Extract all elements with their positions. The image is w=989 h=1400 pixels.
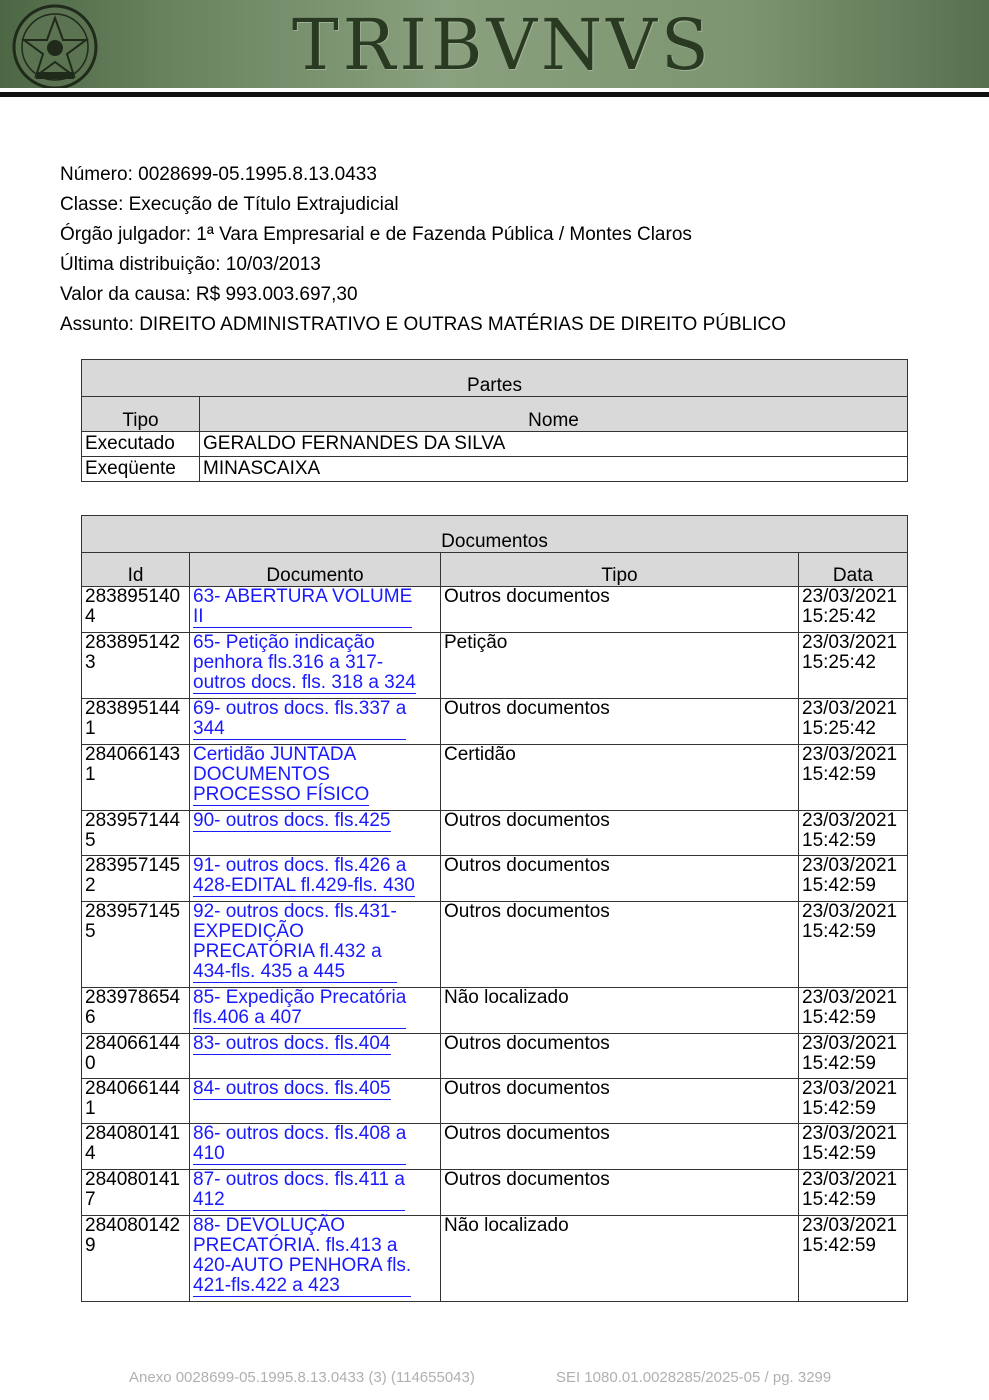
doc-date-line: 23/03/2021 (802, 1215, 898, 1236)
doc-name-cell (190, 633, 441, 699)
doc-name-cell (190, 1034, 441, 1079)
doc-id-line: 284080141 (85, 1123, 181, 1144)
doc-id-cell (82, 699, 190, 745)
doc-date-line: 15:42:59 (802, 875, 876, 896)
process-court: Órgão julgador: 1ª Vara Empresarial e de Fazenda Pública / Montes Claros (60, 224, 692, 245)
doc-id-cell (82, 902, 190, 988)
doc-name-cell (190, 1170, 441, 1216)
doc-id-cell (82, 1170, 190, 1216)
doc-link-line: Certidão JUNTADA (193, 744, 357, 765)
doc-link-line: 92- outros docs. fls.431- (193, 901, 397, 922)
doc-name-cell (190, 902, 441, 988)
doc-date-line: 15:42:59 (802, 764, 876, 785)
doc-type: Não localizado (441, 988, 799, 1034)
doc-id-line: 7 (85, 1189, 96, 1210)
doc-link-line: 344 (193, 718, 225, 739)
doc-link-line: penhora fls.316 a 317- (193, 652, 384, 673)
party-name: GERALDO FERNANDES DA SILVA (200, 432, 908, 457)
doc-date-line: 15:42:59 (802, 1189, 876, 1210)
doc-link-line: 410 (193, 1143, 225, 1164)
doc-type: Outros documentos (441, 587, 799, 633)
doc-link-line: 90- outros docs. fls.425 (193, 810, 391, 831)
doc-link-line: PROCESSO FÍSICO (193, 784, 370, 805)
doc-link-line: II (193, 606, 204, 627)
parties-caption: Partes (82, 360, 908, 397)
doc-date-line: 15:42:59 (802, 1235, 876, 1256)
doc-type: Outros documentos (441, 1079, 799, 1124)
table-row (82, 745, 908, 811)
doc-name-cell (190, 699, 441, 745)
doc-id-line: 284066143 (85, 744, 181, 765)
doc-id-line: 283957145 (85, 855, 181, 876)
doc-id-line: 283957144 (85, 810, 181, 831)
doc-date-cell (799, 1170, 908, 1216)
doc-date-cell (799, 1216, 908, 1302)
document-link[interactable] (193, 988, 406, 1029)
table-row (82, 587, 908, 633)
doc-date-cell (799, 1079, 908, 1124)
doc-name-cell (190, 1216, 441, 1302)
document-link[interactable] (193, 1124, 406, 1165)
doc-link-line: 69- outros docs. fls.337 a (193, 698, 407, 719)
doc-id-cell (82, 1079, 190, 1124)
doc-date-line: 23/03/2021 (802, 632, 898, 653)
doc-link-line: 63- ABERTURA VOLUME (193, 586, 413, 607)
doc-link-line: 83- outros docs. fls.404 (193, 1033, 391, 1054)
footer-sei: SEI 1080.01.0028285/2025-05 / pg. 3299 (556, 1369, 832, 1386)
table-row (82, 633, 908, 699)
table-row (82, 1034, 908, 1079)
doc-link-line: PRECATÓRIA fl.432 a (193, 941, 382, 962)
document-link[interactable] (193, 811, 391, 832)
table-row (82, 811, 908, 856)
table-row (82, 432, 908, 457)
doc-id-line: 283895140 (85, 586, 181, 607)
doc-id-cell (82, 811, 190, 856)
doc-link-line: 85- Expedição Precatória (193, 987, 407, 1008)
doc-date-line: 15:42:59 (802, 830, 876, 851)
doc-link-line: EXPEDIÇÃO (193, 921, 304, 942)
table-row (82, 1170, 908, 1216)
doc-link-line: 88- DEVOLUÇÃO (193, 1215, 346, 1236)
doc-type: Outros documentos (441, 811, 799, 856)
doc-id-line: 283895142 (85, 632, 181, 653)
document-link[interactable] (193, 633, 416, 694)
footer-annex: Anexo 0028699-05.1995.8.13.0433 (3) (114655043) (129, 1369, 475, 1386)
doc-type: Outros documentos (441, 1034, 799, 1079)
doc-id-cell (82, 1124, 190, 1170)
doc-date-cell (799, 856, 908, 902)
document-link[interactable] (193, 587, 412, 628)
doc-id-line: 284080142 (85, 1215, 181, 1236)
doc-link-line: PRECATÓRIA. fls.413 a (193, 1235, 398, 1256)
doc-link-line: 420-AUTO PENHORA fls. (193, 1255, 412, 1276)
doc-name-cell (190, 1079, 441, 1124)
doc-id-cell (82, 856, 190, 902)
process-class: Classe: Execução de Título Extrajudicial (60, 194, 399, 215)
doc-id-line: 4 (85, 1143, 96, 1164)
doc-date-cell (799, 1124, 908, 1170)
documents-col-document: Documento (190, 553, 441, 587)
parties-table (81, 359, 908, 482)
document-link[interactable] (193, 1216, 411, 1297)
party-type: Exeqüente (82, 457, 200, 482)
doc-id-line: 0 (85, 1053, 96, 1074)
doc-link-line: 428-EDITAL fl.429-fls. 430 (193, 875, 415, 896)
doc-date-cell (799, 902, 908, 988)
doc-id-line: 1 (85, 1098, 96, 1119)
documents-caption: Documentos (82, 516, 908, 553)
doc-link-line: 412 (193, 1189, 225, 1210)
doc-link-line: outros docs. fls. 318 a 324 (193, 672, 416, 693)
doc-date-line: 15:42:59 (802, 1143, 876, 1164)
tribunus-logo: TRIBVNVS (292, 4, 713, 86)
documents-col-id: Id (82, 553, 190, 587)
doc-date-cell (799, 587, 908, 633)
doc-date-cell (799, 699, 908, 745)
doc-name-cell (190, 1124, 441, 1170)
table-row (82, 988, 908, 1034)
doc-link-line: 86- outros docs. fls.408 a (193, 1123, 407, 1144)
table-row (82, 457, 908, 482)
doc-date-line: 15:25:42 (802, 718, 876, 739)
doc-date-line: 23/03/2021 (802, 901, 898, 922)
doc-date-line: 15:42:59 (802, 1007, 876, 1028)
doc-id-line: 6 (85, 1007, 96, 1028)
process-metadata (60, 160, 786, 340)
doc-type: Petição (441, 633, 799, 699)
process-number: Número: 0028699-05.1995.8.13.0433 (60, 164, 377, 185)
table-row (82, 1216, 908, 1302)
doc-date-line: 15:42:59 (802, 1053, 876, 1074)
doc-name-cell (190, 856, 441, 902)
doc-type: Não localizado (441, 1216, 799, 1302)
document-link[interactable] (193, 902, 397, 983)
doc-date-line: 23/03/2021 (802, 987, 898, 1008)
doc-name-cell (190, 811, 441, 856)
doc-id-cell (82, 633, 190, 699)
doc-link-line: 434-fls. 435 a 445 (193, 961, 346, 982)
process-distribution: Última distribuição: 10/03/2013 (60, 254, 321, 275)
doc-id-line: 2 (85, 875, 96, 896)
doc-id-line: 4 (85, 606, 96, 627)
doc-id-line: 284066144 (85, 1078, 181, 1099)
doc-id-cell (82, 745, 190, 811)
doc-id-line: 1 (85, 718, 96, 739)
documents-col-date: Data (799, 553, 908, 587)
document-link[interactable] (193, 856, 415, 897)
doc-id-cell (82, 988, 190, 1034)
doc-date-line: 23/03/2021 (802, 1033, 898, 1054)
documents-col-type: Tipo (441, 553, 799, 587)
doc-type: Outros documentos (441, 1124, 799, 1170)
doc-type: Outros documentos (441, 902, 799, 988)
doc-id-line: 5 (85, 921, 96, 942)
doc-id-line: 3 (85, 652, 96, 673)
doc-id-cell (82, 587, 190, 633)
doc-date-line: 23/03/2021 (802, 744, 898, 765)
document-link[interactable] (193, 1079, 391, 1100)
doc-link-line: fls.406 a 407 (193, 1007, 302, 1028)
parties-col-name: Nome (200, 397, 908, 432)
doc-id-cell (82, 1034, 190, 1079)
doc-date-cell (799, 745, 908, 811)
party-type: Executado (82, 432, 200, 457)
table-row (82, 699, 908, 745)
doc-name-cell (190, 745, 441, 811)
doc-link-line: 87- outros docs. fls.411 a (193, 1169, 405, 1190)
document-link[interactable] (193, 1034, 391, 1055)
doc-date-cell (799, 1034, 908, 1079)
doc-date-line: 23/03/2021 (802, 586, 898, 607)
doc-date-cell (799, 811, 908, 856)
doc-date-line: 15:42:59 (802, 1098, 876, 1119)
doc-date-cell (799, 988, 908, 1034)
doc-date-line: 23/03/2021 (802, 698, 898, 719)
doc-name-cell (190, 988, 441, 1034)
doc-type: Certidão (441, 745, 799, 811)
doc-id-line: 284080141 (85, 1169, 181, 1190)
doc-date-line: 23/03/2021 (802, 1078, 898, 1099)
doc-link-line: 91- outros docs. fls.426 a (193, 855, 407, 876)
doc-id-line: 9 (85, 1235, 96, 1256)
doc-link-line: 421-fls.422 a 423 (193, 1275, 340, 1296)
doc-date-line: 15:25:42 (802, 652, 876, 673)
doc-id-line: 284066144 (85, 1033, 181, 1054)
documents-table (81, 515, 908, 1302)
document-link[interactable] (193, 699, 406, 740)
state-seal-icon (12, 4, 98, 90)
doc-type: Outros documentos (441, 1170, 799, 1216)
doc-date-line: 23/03/2021 (802, 810, 898, 831)
header-banner (0, 0, 989, 88)
document-link[interactable] (193, 745, 369, 806)
table-row (82, 1079, 908, 1124)
table-row (82, 1124, 908, 1170)
doc-name-cell (190, 587, 441, 633)
party-name: MINASCAIXA (200, 457, 908, 482)
doc-id-line: 1 (85, 764, 96, 785)
documents-body (82, 587, 908, 1302)
doc-date-line: 15:42:59 (802, 921, 876, 942)
process-subject: Assunto: DIREITO ADMINISTRATIVO E OUTRAS MATÉRIAS DE DIREITO PÚBLICO (60, 314, 787, 335)
doc-date-line: 15:25:42 (802, 606, 876, 627)
doc-link-line: 84- outros docs. fls.405 (193, 1078, 391, 1099)
parties-col-type: Tipo (82, 397, 200, 432)
doc-id-line: 5 (85, 830, 96, 851)
doc-link-line: DOCUMENTOS (193, 764, 330, 785)
doc-id-line: 283895144 (85, 698, 181, 719)
document-link[interactable] (193, 1170, 405, 1211)
doc-date-cell (799, 633, 908, 699)
header-rule-dark (0, 92, 989, 97)
doc-type: Outros documentos (441, 856, 799, 902)
doc-date-line: 23/03/2021 (802, 1123, 898, 1144)
doc-link-line: 65- Petição indicação (193, 632, 375, 653)
doc-id-cell (82, 1216, 190, 1302)
process-value: Valor da causa: R$ 993.003.697,30 (60, 284, 358, 305)
doc-id-line: 283978654 (85, 987, 181, 1008)
table-row (82, 902, 908, 988)
doc-id-line: 283957145 (85, 901, 181, 922)
doc-type: Outros documentos (441, 699, 799, 745)
doc-date-line: 23/03/2021 (802, 1169, 898, 1190)
table-row (82, 856, 908, 902)
doc-date-line: 23/03/2021 (802, 855, 898, 876)
